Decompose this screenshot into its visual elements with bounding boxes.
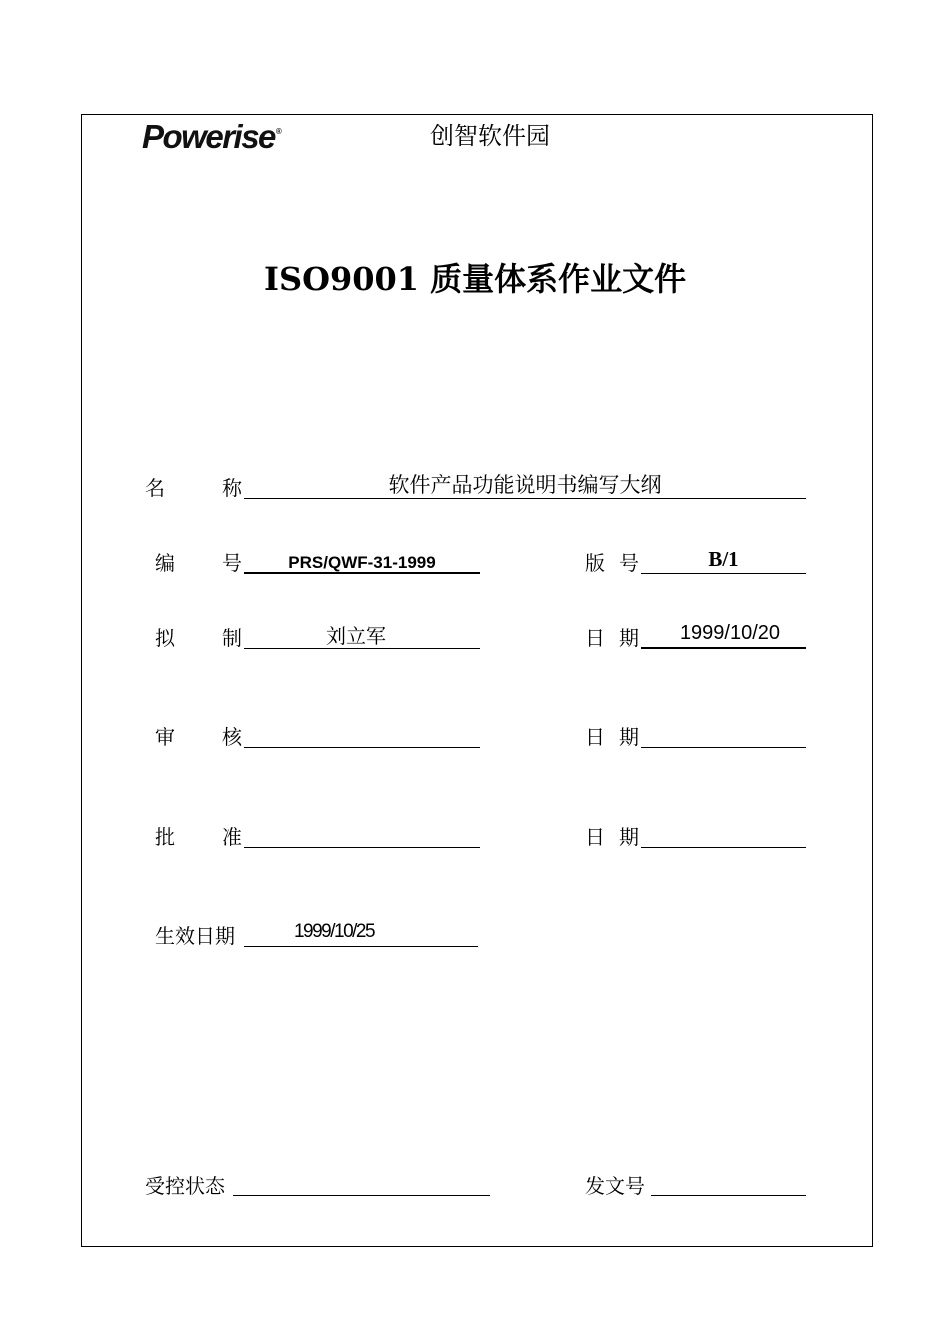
approve-date-label-2: 期 [619,825,639,849]
drafted-label-2: 制 [222,626,242,650]
logo-text: Powerise [142,118,275,155]
powerise-logo [142,118,282,156]
number-label-2: 号 [222,551,242,575]
registered-mark: ® [275,127,282,136]
document-title: ISO9001 质量体系作业文件 [264,260,687,298]
approved-underline [244,847,480,848]
reviewed-label-1: 审 [155,725,175,749]
number-value: PRS/QWF-31-1999 [288,553,436,572]
approve-date-label-1: 日 [585,825,605,849]
company-name: 创智软件园 [430,122,550,150]
effective-date-underline [244,946,478,947]
control-status-underline [233,1195,490,1196]
version-value: B/1 [708,547,739,571]
version-underline [641,573,806,574]
approve-date-underline [641,847,806,848]
draft-date-underline [641,647,806,649]
name-label-1: 名 [145,476,165,500]
name-value: 软件产品功能说明书编写大纲 [388,473,662,497]
review-date-label-2: 期 [619,725,639,749]
drafted-label-1: 拟 [155,626,175,650]
review-date-label-1: 日 [585,725,605,749]
version-label-2: 号 [619,551,639,575]
effective-date-value: 1999/10/25 [293,921,375,942]
version-label-1: 版 [585,551,605,575]
effective-date-label: 生效日期 [155,924,235,948]
name-label-2: 称 [222,476,242,500]
approved-label-1: 批 [155,825,175,849]
draft-date-label-1: 日 [585,626,605,650]
review-date-underline [641,747,806,748]
drafted-value: 刘立军 [326,624,386,648]
draft-date-value: 1999/10/20 [679,622,781,644]
draft-date-label-2: 期 [619,626,639,650]
number-label-1: 编 [155,551,175,575]
approved-label-2: 准 [222,825,242,849]
doc-number-underline [651,1195,806,1196]
control-status-label: 受控状态 [145,1174,225,1198]
reviewed-label-2: 核 [222,725,242,749]
reviewed-underline [244,747,480,748]
doc-number-label: 发文号 [585,1174,645,1198]
